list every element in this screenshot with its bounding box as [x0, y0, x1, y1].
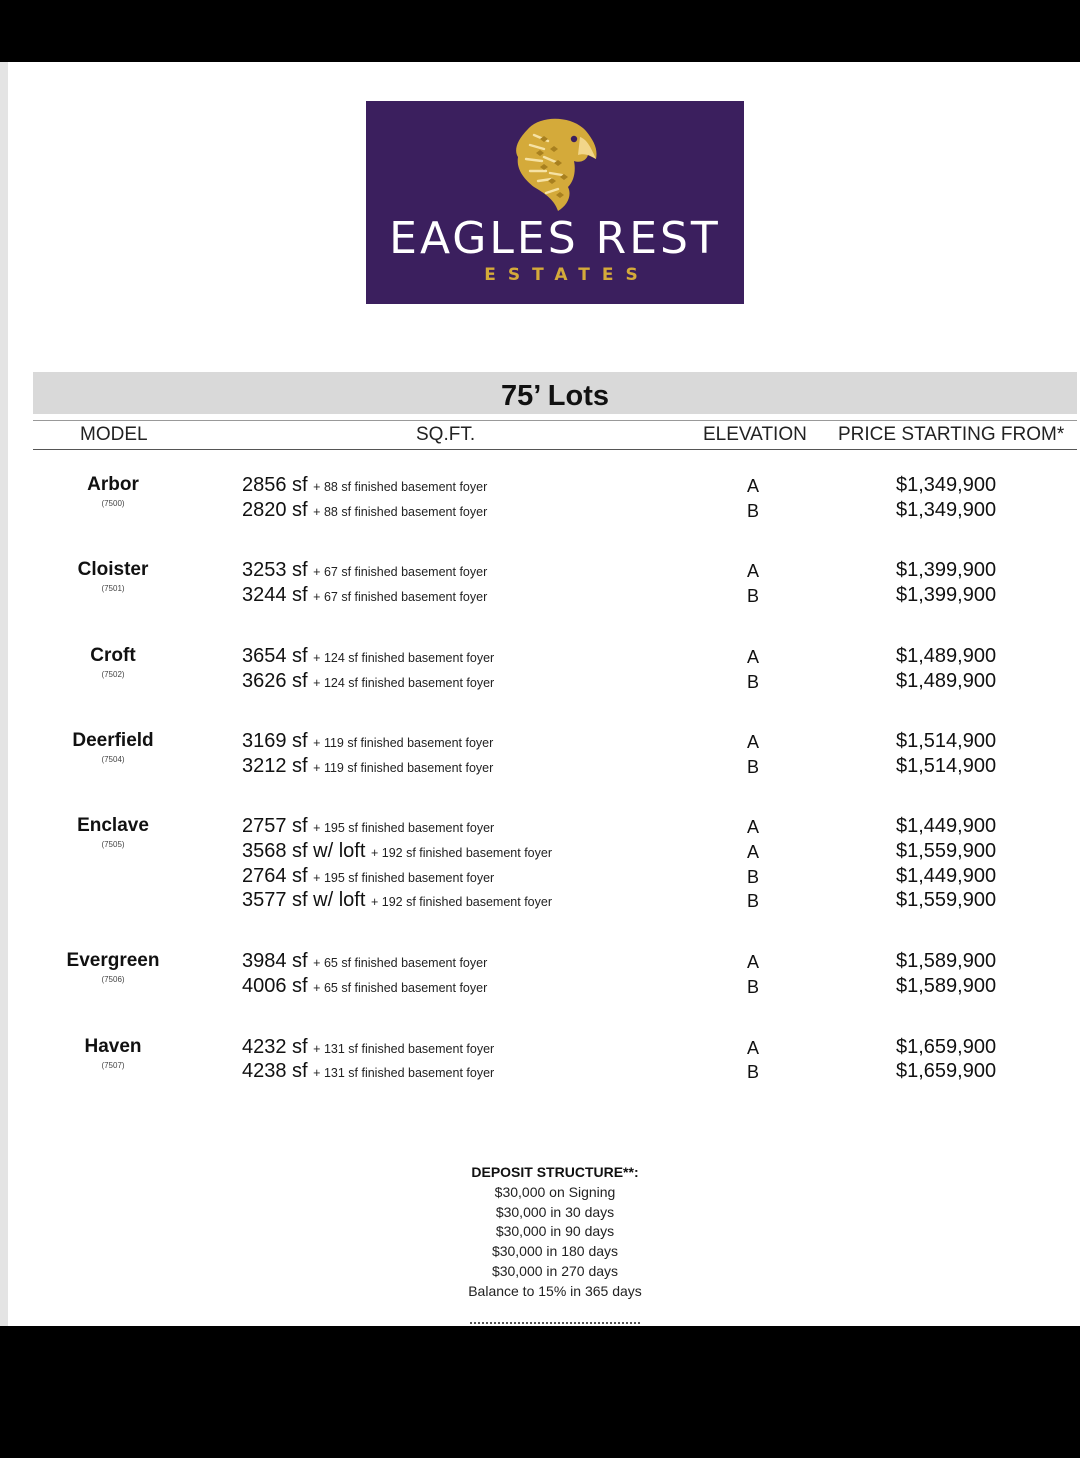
elevation-cell: B: [746, 501, 759, 521]
sqft-note: + 67 sf finished basement foyer: [313, 590, 488, 604]
sqft-note: + 192 sf finished basement foyer: [370, 895, 552, 909]
sqft-value: 4232 sf: [242, 1036, 308, 1058]
table-row: [33, 889, 1077, 914]
sqft-cell: [242, 559, 487, 582]
sqft-cell: [242, 730, 493, 753]
deposit-line: $30,000 in 90 days: [495, 1223, 615, 1240]
price-cell: $1,449,900: [896, 865, 997, 887]
sqft-value: 3626 sf: [242, 670, 308, 692]
brand-logo: [366, 101, 744, 304]
price-cell: $1,589,900: [896, 950, 997, 972]
sqft-value: 2820 sf: [242, 499, 308, 521]
table-header: [33, 420, 1077, 450]
price-cell: $1,449,900: [896, 815, 997, 837]
eagle-head-icon: [510, 115, 602, 213]
elevation-cell: B: [746, 867, 759, 887]
column-header-price: PRICE STARTING FROM*: [838, 424, 1065, 445]
brand-subtitle: ESTATES: [484, 265, 650, 285]
elevation-cell: B: [746, 672, 759, 692]
price-cell: $1,559,900: [896, 889, 997, 911]
sqft-cell: [242, 1036, 494, 1059]
sqft-cell: [242, 840, 552, 863]
sqft-note: + 119 sf finished basement foyer: [313, 736, 494, 750]
sqft-cell: [242, 865, 494, 888]
deposit-line: $30,000 in 180 days: [491, 1243, 619, 1260]
sqft-note: + 131 sf finished basement foyer: [313, 1042, 495, 1056]
sqft-value: 2764 sf: [242, 865, 308, 887]
price-cell: $1,659,900: [896, 1036, 997, 1058]
deposit-line: $30,000 on Signing: [494, 1184, 616, 1200]
sqft-note: + 119 sf finished basement foyer: [313, 761, 494, 775]
elevation-cell: B: [746, 757, 759, 777]
deposit-structure: [0, 1164, 1080, 1301]
sqft-cell: [242, 755, 493, 778]
sqft-note: + 124 sf finished basement foyer: [313, 651, 495, 665]
sqft-value: 3577 sf w/ loft: [242, 889, 366, 911]
sqft-cell: [242, 499, 487, 522]
model-name: Cloister: [77, 559, 149, 580]
sqft-value: 3253 sf: [242, 559, 308, 581]
sqft-value: 3169 sf: [242, 730, 308, 752]
sqft-note: + 195 sf finished basement foyer: [313, 821, 495, 835]
model-code: (7502): [101, 670, 125, 679]
sqft-cell: [242, 474, 487, 497]
model-name: Croft: [90, 645, 136, 666]
table-row: [33, 755, 1077, 780]
sqft-value: 2856 sf: [242, 474, 308, 496]
sqft-note: + 65 sf finished basement foyer: [313, 981, 488, 995]
price-cell: $1,349,900: [896, 474, 997, 496]
sqft-value: 3568 sf w/ loft: [242, 840, 366, 862]
sqft-value: 2757 sf: [242, 815, 308, 837]
table-row: [33, 730, 1077, 755]
price-cell: $1,489,900: [896, 645, 997, 667]
model-name: Arbor: [87, 474, 139, 495]
sqft-note: + 65 sf finished basement foyer: [313, 956, 488, 970]
column-header-sqft: SQ.FT.: [416, 424, 476, 445]
sqft-note: + 131 sf finished basement foyer: [313, 1066, 495, 1080]
elevation-cell: A: [746, 476, 759, 496]
sqft-cell: [242, 1060, 494, 1083]
table-row: [33, 815, 1077, 840]
elevation-cell: A: [746, 732, 759, 752]
price-cell: $1,399,900: [896, 584, 997, 606]
elevation-cell: A: [746, 1038, 759, 1058]
table-row: [33, 499, 1077, 524]
model-name: Evergreen: [66, 950, 160, 971]
model-name: Deerfield: [72, 730, 154, 751]
sqft-note: + 192 sf finished basement foyer: [370, 846, 552, 860]
sqft-cell: [242, 815, 494, 838]
table-row: [33, 865, 1077, 890]
sqft-value: 4238 sf: [242, 1060, 308, 1082]
price-cell: $1,489,900: [896, 670, 997, 692]
elevation-cell: A: [746, 561, 759, 581]
sqft-note: + 195 sf finished basement foyer: [313, 871, 495, 885]
sqft-note: + 67 sf finished basement foyer: [313, 565, 488, 579]
table-row: [33, 950, 1077, 975]
section-title-bar: [33, 372, 1077, 414]
price-cell: $1,559,900: [896, 840, 997, 862]
cut-off-text-edge: [470, 1322, 640, 1326]
sqft-cell: [242, 950, 487, 973]
deposit-line: Balance to 15% in 365 days: [468, 1282, 642, 1299]
price-cell: $1,659,900: [896, 1060, 997, 1082]
table-row: [33, 584, 1077, 609]
price-cell: $1,589,900: [896, 975, 997, 997]
model-name: Enclave: [77, 815, 149, 836]
elevation-cell: A: [746, 647, 759, 667]
sqft-cell: [242, 889, 552, 912]
model-code: (7507): [101, 1061, 125, 1070]
sqft-note: + 88 sf finished basement foyer: [313, 480, 488, 494]
table-row: [33, 1060, 1077, 1085]
sqft-value: 3244 sf: [242, 584, 308, 606]
column-header-model: MODEL: [80, 424, 148, 445]
model-code: (7500): [101, 499, 125, 508]
deposit-line: $30,000 in 30 days: [495, 1203, 615, 1220]
brand-name: EAGLES REST: [389, 213, 721, 264]
table-row: [33, 1036, 1077, 1061]
elevation-cell: A: [746, 817, 759, 837]
elevation-cell: B: [746, 891, 759, 911]
model-code: (7504): [101, 755, 125, 764]
table-row: [33, 840, 1077, 865]
price-cell: $1,399,900: [896, 559, 997, 581]
table-row: [33, 474, 1077, 499]
sqft-note: + 88 sf finished basement foyer: [313, 505, 488, 519]
sqft-value: 4006 sf: [242, 975, 308, 997]
elevation-cell: A: [746, 842, 759, 862]
price-cell: $1,349,900: [896, 499, 997, 521]
sqft-cell: [242, 584, 487, 607]
sqft-note: + 124 sf finished basement foyer: [313, 676, 495, 690]
sqft-value: 3212 sf: [242, 755, 308, 777]
elevation-cell: B: [746, 586, 759, 606]
sqft-value: 3654 sf: [242, 645, 308, 667]
elevation-cell: B: [746, 977, 759, 997]
sqft-value: 3984 sf: [242, 950, 308, 972]
table-row: [33, 975, 1077, 1000]
model-code: (7501): [101, 584, 125, 593]
sqft-cell: [242, 670, 494, 693]
price-sheet: [0, 62, 1080, 1326]
table-row: [33, 645, 1077, 670]
deposit-title: DEPOSIT STRUCTURE**:: [471, 1164, 639, 1180]
deposit-line: $30,000 in 270 days: [491, 1262, 619, 1279]
model-name: Haven: [84, 1036, 142, 1057]
price-cell: $1,514,900: [896, 730, 997, 752]
table-row: [33, 559, 1077, 584]
column-header-elevation: ELEVATION: [703, 424, 807, 445]
table-row: [33, 670, 1077, 695]
model-code: (7505): [101, 840, 125, 849]
page-edge: [0, 62, 8, 1326]
elevation-cell: B: [746, 1062, 759, 1082]
sqft-cell: [242, 975, 487, 998]
price-cell: $1,514,900: [896, 755, 997, 777]
sqft-cell: [242, 645, 494, 668]
section-title: 75’ Lots: [501, 380, 609, 412]
model-code: (7506): [101, 975, 125, 984]
elevation-cell: A: [746, 952, 759, 972]
